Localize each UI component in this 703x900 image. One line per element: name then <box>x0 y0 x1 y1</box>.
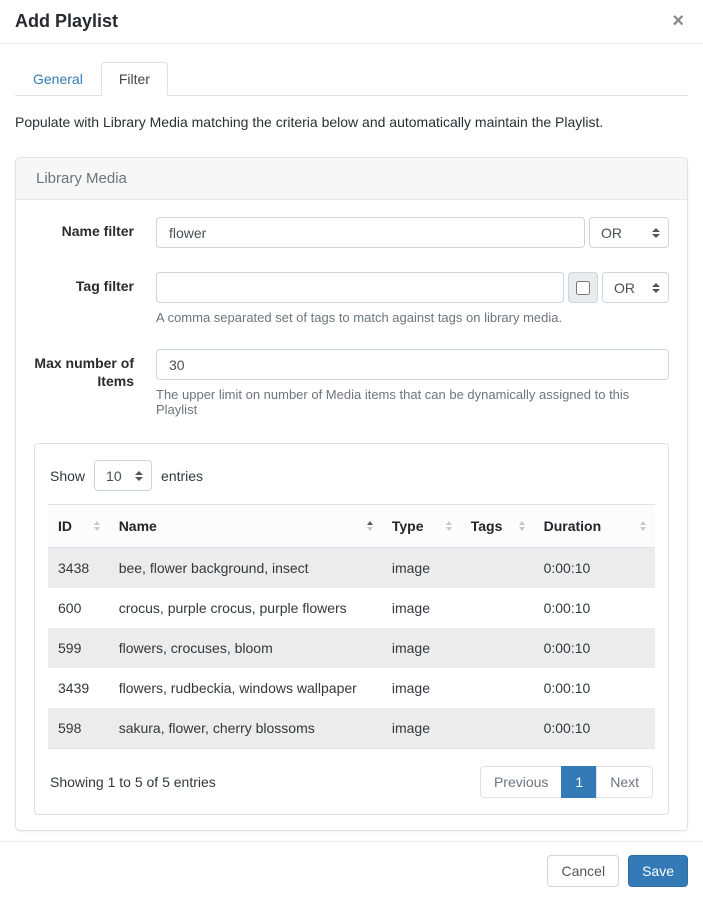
cell-id: 3438 <box>58 560 90 576</box>
tab-general[interactable]: General <box>33 71 83 87</box>
sort-icon <box>94 521 100 531</box>
pagination-page-1[interactable]: 1 <box>561 766 597 798</box>
column-header-name[interactable]: Name <box>109 505 382 548</box>
sort-icon <box>640 521 646 531</box>
show-label: Show <box>50 467 86 484</box>
table-row <box>48 548 655 589</box>
tag-filter-label: Tag filter <box>75 278 134 294</box>
tag-filter-operator-select[interactable] <box>602 272 669 303</box>
cell-type: image <box>391 600 430 616</box>
cell-tags <box>461 668 534 708</box>
cell-name: bee, flower background, insect <box>118 560 309 576</box>
tag-exact-match-addon <box>568 272 598 303</box>
sort-icon <box>446 521 452 531</box>
name-filter-operator-value: OR <box>601 224 622 241</box>
cell-duration: 0:00:10 <box>543 680 591 696</box>
modal-body <box>0 44 703 841</box>
pagination <box>480 766 653 798</box>
media-table <box>48 504 655 749</box>
panel-title: Library Media <box>16 158 687 200</box>
cell-tags <box>461 628 534 668</box>
max-items-label: Max number of Items <box>34 355 134 389</box>
name-filter-operator-select[interactable] <box>589 217 669 248</box>
cell-name: sakura, flower, cherry blossoms <box>118 720 315 736</box>
page-length-control <box>48 454 655 504</box>
sort-asc-icon <box>367 521 373 531</box>
cell-id: 3439 <box>58 680 90 696</box>
cell-name: flowers, crocuses, bloom <box>118 640 273 656</box>
cell-id: 599 <box>58 640 82 656</box>
tab-bar <box>15 62 688 96</box>
table-row <box>48 628 655 668</box>
modal-footer <box>0 841 703 900</box>
tag-filter-input[interactable] <box>156 272 564 303</box>
cell-name: flowers, rudbeckia, windows wallpaper <box>118 680 357 696</box>
cell-type: image <box>391 560 430 576</box>
save-button[interactable]: Save <box>628 855 688 887</box>
filter-description: Populate with Library Media matching the criteria below and automatically maintain the Playlist. <box>15 114 604 130</box>
media-table-container <box>34 443 669 815</box>
library-media-panel <box>15 157 688 831</box>
close-icon: × <box>672 10 684 32</box>
select-arrows-icon <box>652 228 660 238</box>
sort-icon <box>519 521 525 531</box>
name-filter-row <box>34 217 669 248</box>
table-header-row <box>48 505 655 548</box>
pagination-previous[interactable]: Previous <box>480 766 562 798</box>
cell-tags <box>461 708 534 749</box>
tag-filter-help: A comma separated set of tags to match against tags on library media. <box>156 310 563 325</box>
cell-name: crocus, purple crocus, purple flowers <box>118 600 347 616</box>
column-header-duration[interactable]: Duration <box>534 505 655 548</box>
modal-header <box>0 0 703 44</box>
cancel-button[interactable]: Cancel <box>547 855 619 887</box>
page-length-select[interactable] <box>94 460 152 491</box>
modal-title: Add Playlist <box>15 10 119 31</box>
table-info: Showing 1 to 5 of 5 entries <box>50 774 216 790</box>
select-arrows-icon <box>652 283 660 293</box>
table-row <box>48 668 655 708</box>
cell-duration: 0:00:10 <box>543 720 591 736</box>
max-items-row <box>34 349 669 417</box>
entries-label: entries <box>161 467 204 484</box>
cell-type: image <box>391 640 430 656</box>
close-button[interactable] <box>668 9 688 33</box>
max-items-help: The upper limit on number of Media items that can be dynamically assigned to this Playlist <box>156 387 630 417</box>
tag-filter-row <box>34 272 669 325</box>
page-length-value: 10 <box>106 467 122 484</box>
cell-duration: 0:00:10 <box>543 640 591 656</box>
name-filter-label: Name filter <box>61 223 134 239</box>
cell-duration: 0:00:10 <box>543 600 591 616</box>
tag-exact-match-checkbox[interactable] <box>576 281 590 295</box>
select-arrows-icon <box>135 471 143 481</box>
cell-id: 600 <box>58 600 82 616</box>
max-items-input[interactable] <box>156 349 669 380</box>
cell-type: image <box>391 720 430 736</box>
column-header-id[interactable]: ID <box>48 505 109 548</box>
table-row <box>48 588 655 628</box>
table-row <box>48 708 655 749</box>
cell-duration: 0:00:10 <box>543 560 591 576</box>
cell-id: 598 <box>58 720 82 736</box>
column-header-type[interactable]: Type <box>382 505 461 548</box>
panel-body <box>16 200 687 830</box>
name-filter-input[interactable] <box>156 217 585 248</box>
column-header-tags[interactable]: Tags <box>461 505 534 548</box>
cell-tags <box>461 548 534 589</box>
tag-filter-operator-value: OR <box>614 279 635 296</box>
cell-tags <box>461 588 534 628</box>
table-footer <box>48 749 655 800</box>
tab-filter[interactable]: Filter <box>101 62 168 96</box>
cell-type: image <box>391 680 430 696</box>
pagination-next[interactable]: Next <box>596 766 653 798</box>
